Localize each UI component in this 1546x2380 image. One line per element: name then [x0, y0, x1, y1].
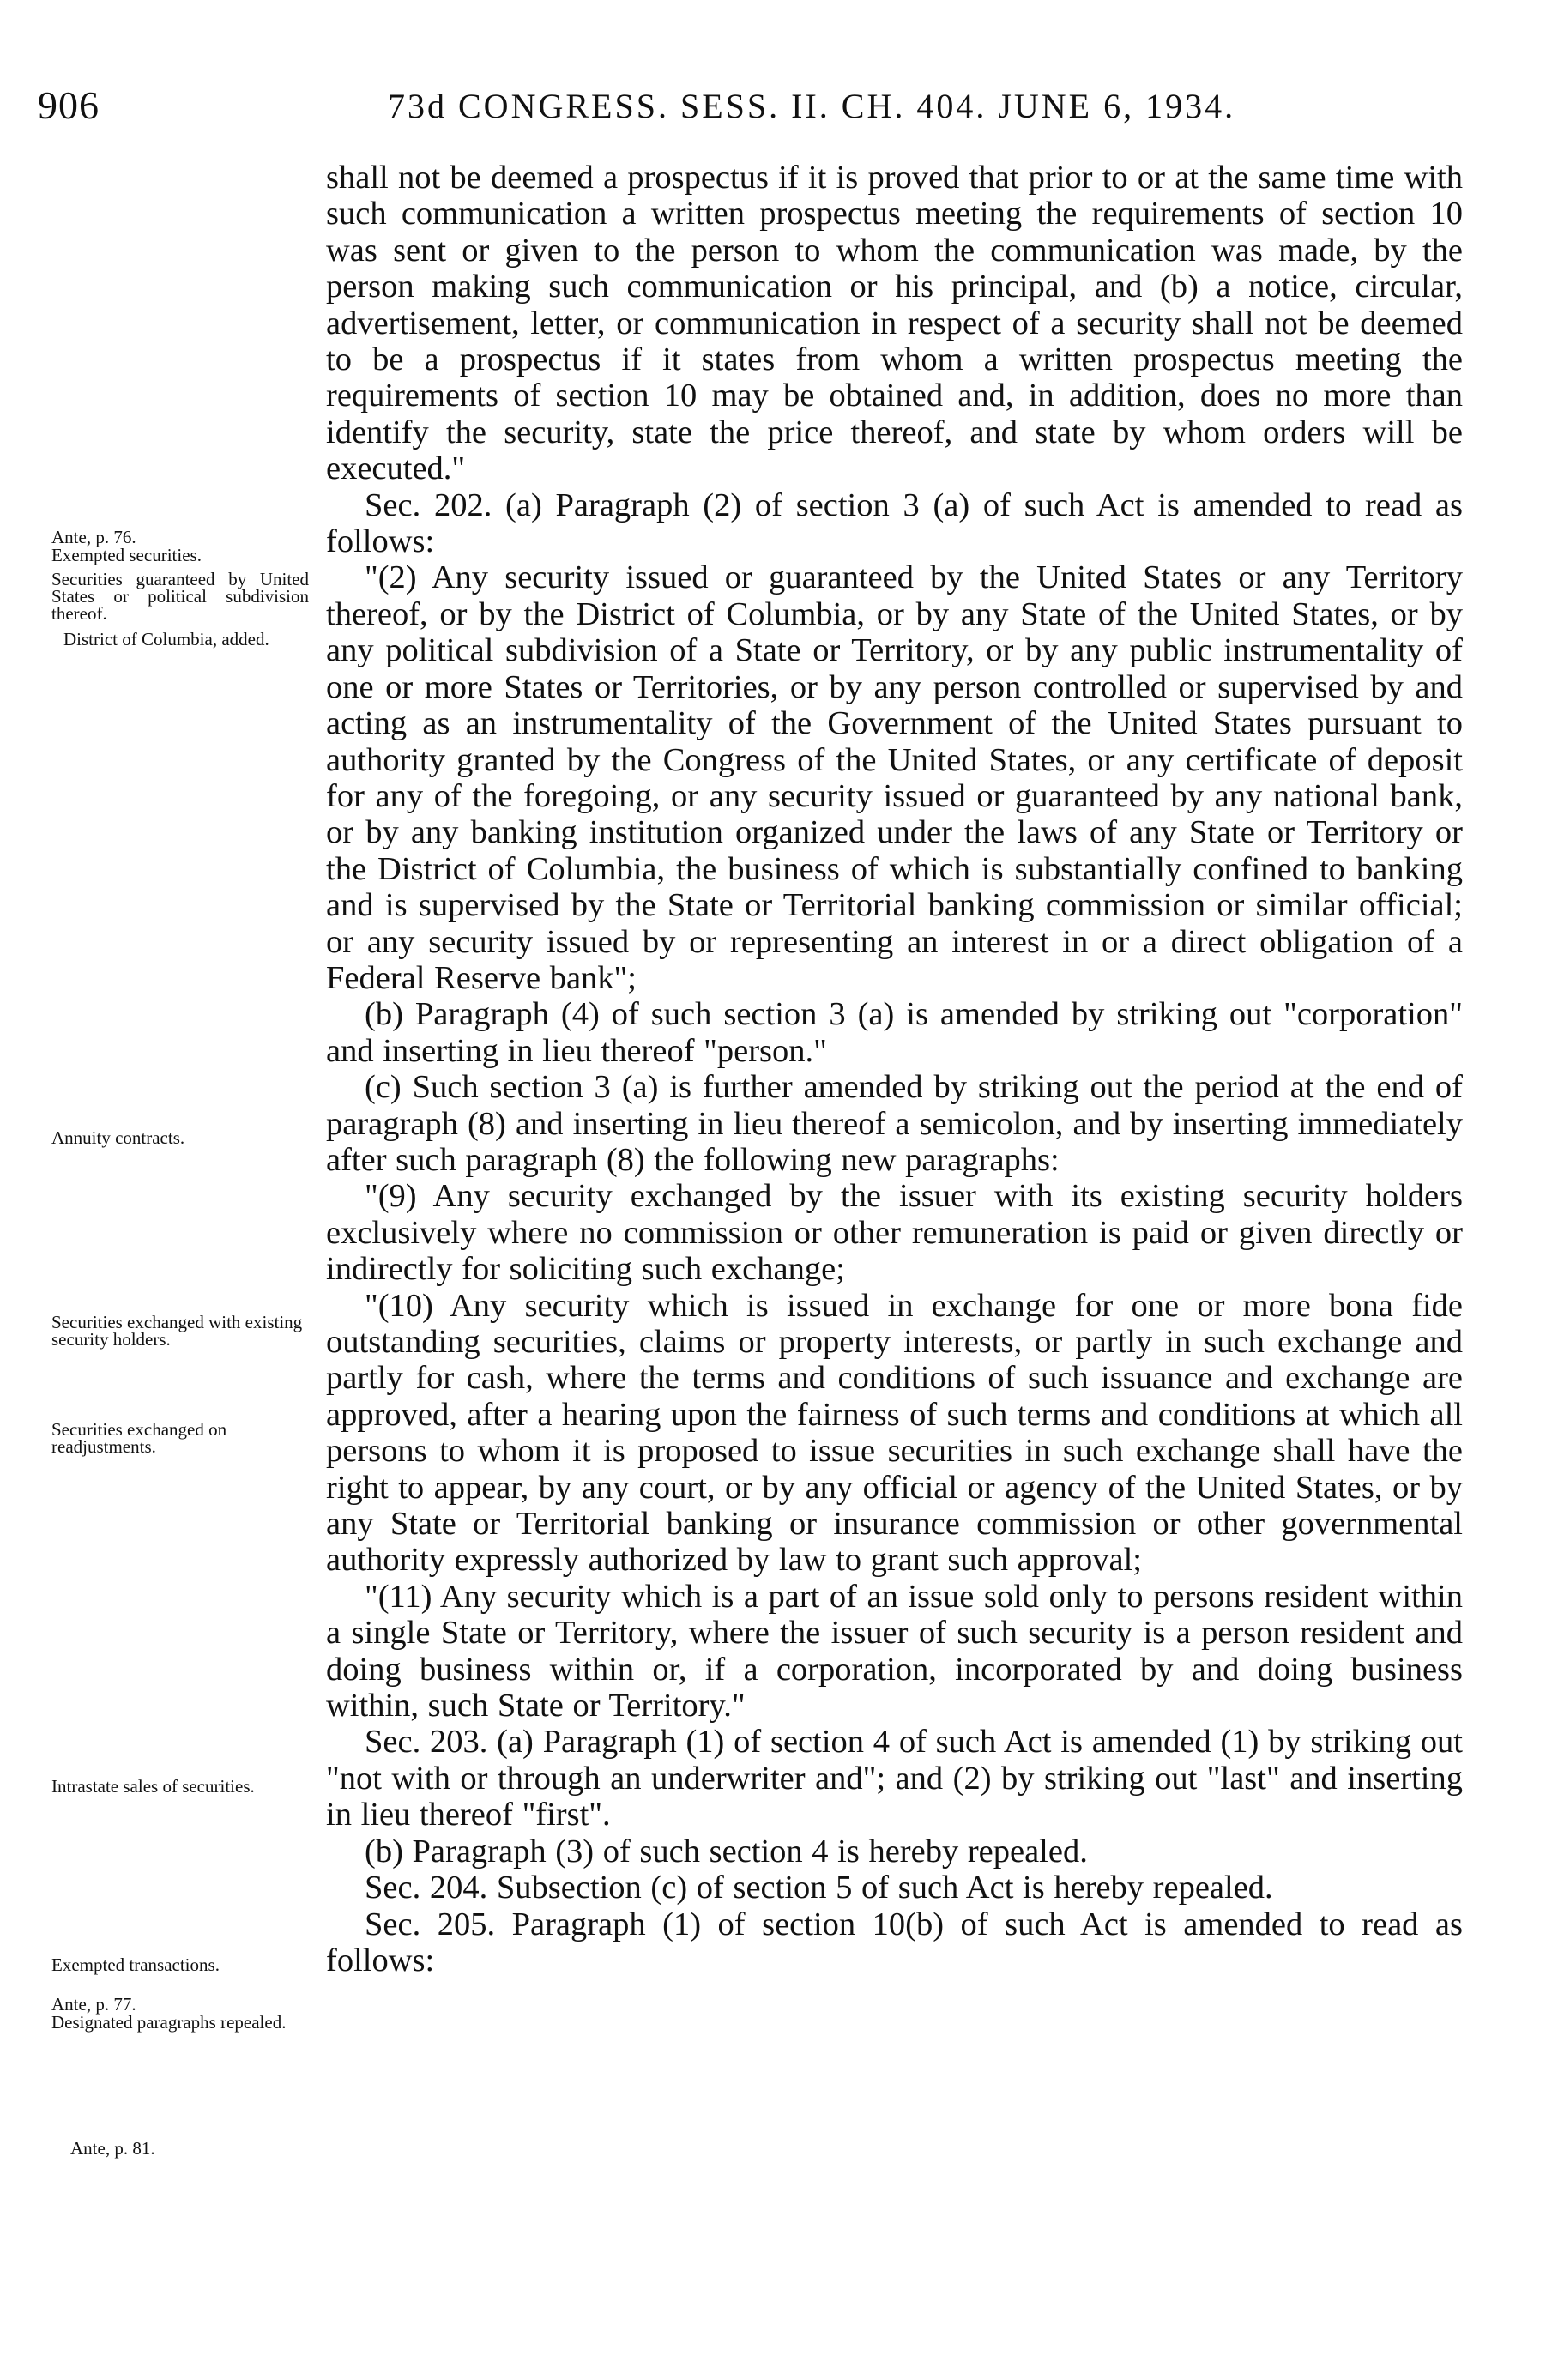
margin-note-exempted-securities: Exempted securities. — [51, 545, 202, 565]
paragraph-sec-205: Sec. 205. Paragraph (1) of section 10(b) of such Act is amended to read as follows: — [326, 1906, 1463, 1978]
paragraph-exempted-2: "(2) Any security issued or guaranteed by the United States or any Territory thereof, or by the District of Columbia, or by any State of the United States, or by any political subdivision of a State or Territory, or by any public instrumentality of one or more States or Territories, or by any person controlled or supervised by and acting as an instrumentality of the Government of the United States pursuant to authority granted by the Congress of the United States, or any certificate of deposit for any of the foregoing, or any security issued or guaranteed by any national bank, or by any banking institution organized under the laws of any State or Territory or the District of Columbia, the business of which is substantially confined to banking and is supervised by the State or Territorial banking commission or similar official; or any security issued by or representing an interest in or a direct obligation of a Federal Reserve bank"; — [326, 559, 1463, 996]
margin-note-ante-p77: Ante, p. 77. — [51, 1994, 136, 2015]
running-head: 73d CONGRESS. SESS. II. CH. 404. JUNE 6, 1934. — [388, 87, 1236, 125]
paragraph-sec-202-b: (b) Paragraph (4) of such section 3 (a) is amended by striking out "corporation" and inserting in lieu thereof "person." — [326, 996, 1463, 1069]
statute-text — [326, 160, 1463, 1978]
paragraph-exempted-9: "(9) Any security exchanged by the issuer with its existing security holders exclusively where no commission or other remuneration is paid or given directly or indirectly for soliciting such exchange; — [326, 1178, 1463, 1288]
paragraph-exempted-11: "(11) Any security which is a part of an issue sold only to persons resident within a single State or Territory, where the issuer of such security is a person resident and doing business within or, if a corporation, incorporated by and doing business within, such State or Territory." — [326, 1578, 1463, 1725]
paragraph-exempted-10: "(10) Any security which is issued in exchange for one or more bona fide outstanding securities, claims or property interests, or partly in such exchange and partly for cash, where the terms and conditions of such issuance and exchange are approved, after a hearing upon the fairness of such terms and conditions at which all persons to whom it is proposed to issue securities in such exchange shall have the right to appear, by any court, or by any official or agency of the United States, or by any State or Territorial banking or insurance commission or other governmental authority expressly authorized by law to grant such approval; — [326, 1287, 1463, 1579]
paragraph-prospectus-continuation: shall not be deemed a prospectus if it is proved that prior to or at the same time with such communication a written prospectus meeting the requirements of section 10 was sent or given to the person to whom the communication was made, by the person making such communication or his principal, and (b) a notice, circular, advertisement, letter, or communication in respect of a security shall not be deemed to be a prospectus if it states from whom a written prospectus meeting the requirements of section 10 may be obtained and, in addition, does no more than identify the security, state the price thereof, and state by whom orders will be executed." — [326, 160, 1463, 487]
paragraph-sec-202-c: (c) Such section 3 (a) is further amended by striking out the period at the end of paragraph (8) and inserting in lieu thereof a semicolon, and by inserting immediately after such paragraph (8) the following new paragraphs: — [326, 1069, 1463, 1178]
page-number: 906 — [38, 83, 100, 127]
margin-note-securities-exchanged-readjustments: Securities exchanged on readjustments. — [51, 1419, 227, 1457]
margin-note-securities-guaranteed: Securities guaranteed by United States or political subdivision thereof. — [51, 569, 309, 624]
margin-note-ante-p81: Ante, p. 81. — [70, 2138, 155, 2159]
paragraph-sec-203-b: (b) Paragraph (3) of such section 4 is hereby repealed. — [365, 1833, 1088, 1870]
paragraph-sec-204: Sec. 204. Subsection (c) of section 5 of such Act is hereby repealed. — [365, 1870, 1273, 1906]
paragraph-sec-202-a: Sec. 202. (a) Paragraph (2) of section 3 (a) of such Act is amended to read as follows: — [326, 486, 1463, 560]
margin-note-designated-paragraphs-repealed: Designated paragraphs repealed. — [51, 2012, 287, 2033]
paragraph-sec-203-a: Sec. 203. (a) Paragraph (1) of section 4 of such Act is amended (1) by striking out "not with or through an underwriter and"; and (2) by striking out "last" and inserting in lieu thereof "first". — [326, 1724, 1463, 1833]
margin-note-annuity-contracts: Annuity contracts. — [51, 1127, 185, 1148]
margin-note-intrastate-sales: Intrastate sales of securities. — [51, 1776, 255, 1797]
margin-note-exempted-transactions: Exempted transactions. — [51, 1954, 220, 1975]
margin-note-ante-p76: Ante, p. 76. — [51, 527, 136, 547]
margin-note-district-of-columbia: District of Columbia, added. — [63, 629, 269, 649]
margin-notes — [0, 0, 317, 2380]
margin-note-securities-exchanged-holders: Securities exchanged with existing security holders. — [51, 1312, 303, 1350]
